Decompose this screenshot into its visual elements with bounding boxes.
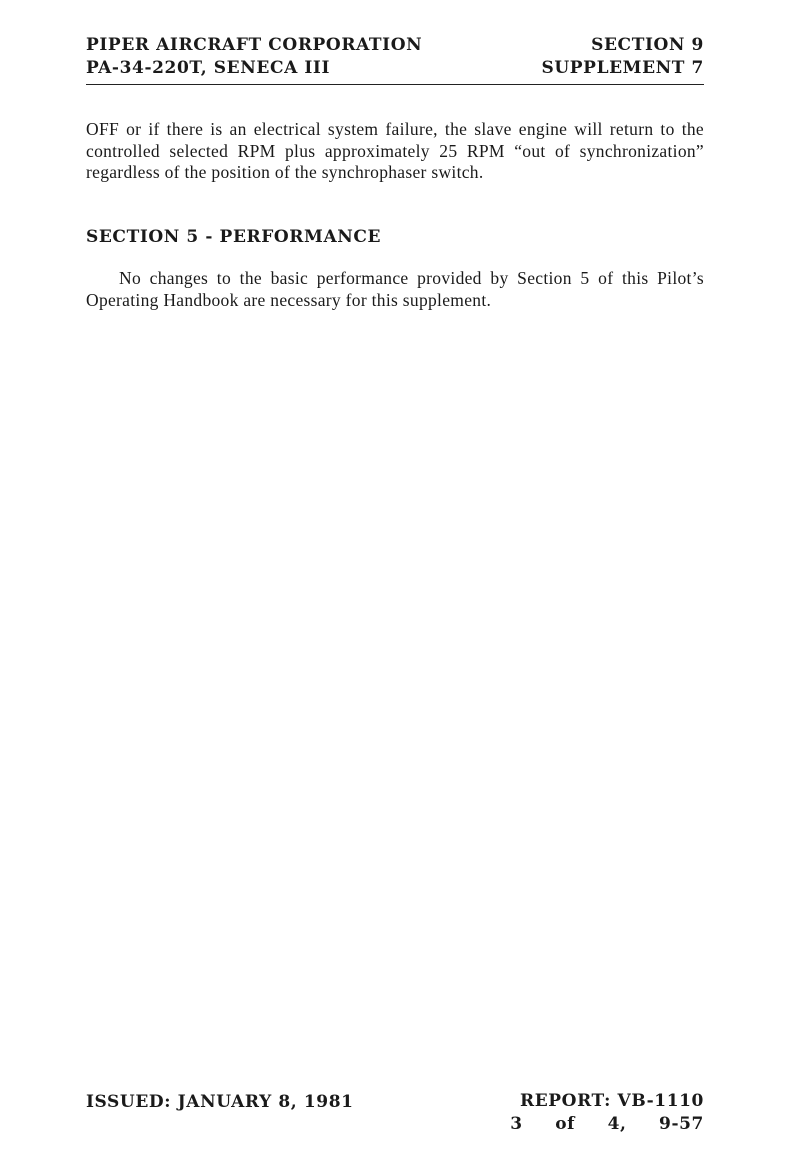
supplement-number: SUPPLEMENT 7: [541, 58, 704, 78]
section-number: SECTION 9: [591, 35, 704, 55]
header-right: [542, 34, 705, 80]
aircraft-model: PA-34-220T, SENECA III: [86, 58, 331, 78]
header-left: [86, 34, 422, 80]
continuation-paragraph: OFF or if there is an electrical system failure, the slave engine will return to the controlled selected RPM plus approximately 25 RPM “out of synchronization” regardless of the position of the synchrophaser switch.: [86, 119, 704, 182]
footer-right: [510, 1090, 704, 1136]
section-heading: SECTION 5 - PERFORMANCE: [86, 227, 382, 247]
performance-paragraph: No changes to the basic performance provided by Section 5 of this Pilot’s Operating Handbook are necessary for this supplement.: [86, 268, 704, 310]
issued-date: ISSUED: JANUARY 8, 1981: [86, 1092, 354, 1112]
company-name: PIPER AIRCRAFT CORPORATION: [86, 35, 423, 55]
page-number: 3 of 4, 9-57: [510, 1114, 704, 1134]
page-header: [86, 34, 704, 85]
report-number: REPORT: VB-1110: [520, 1091, 704, 1111]
